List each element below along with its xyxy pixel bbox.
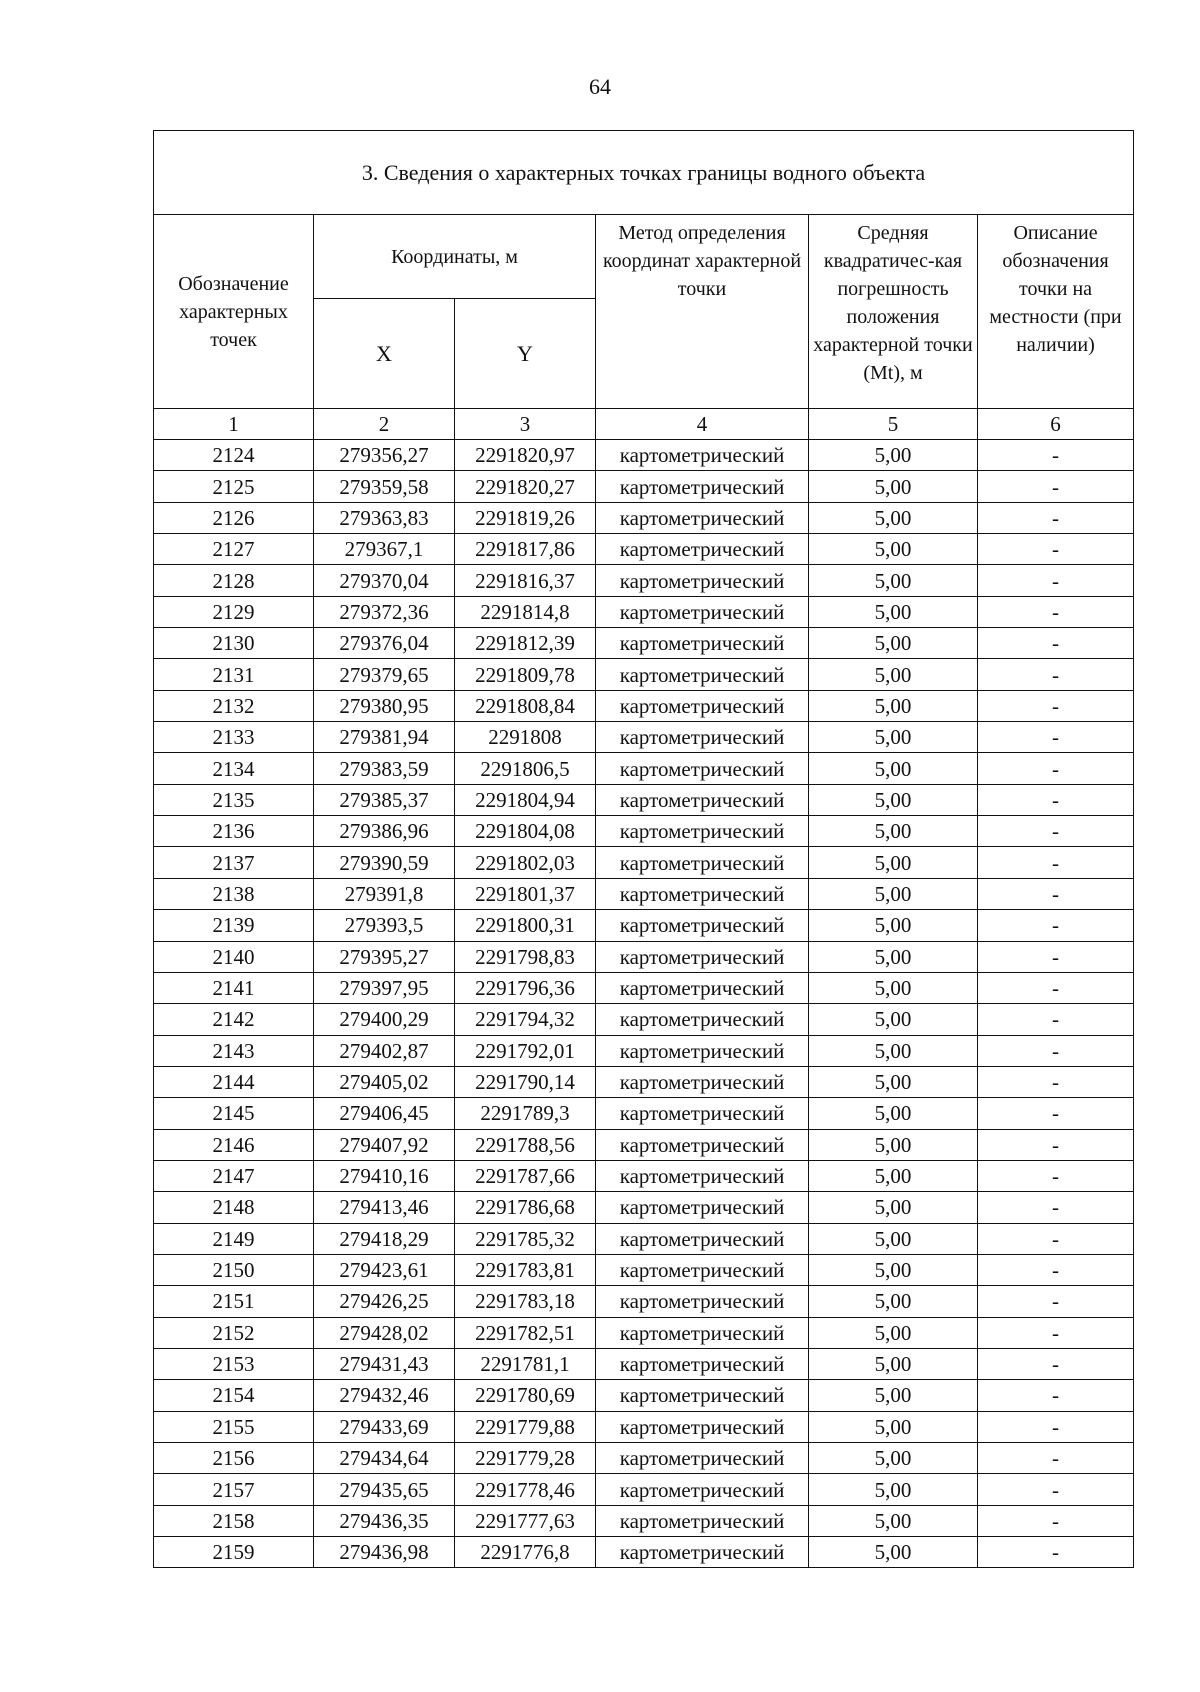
column-number-row — [154, 409, 1134, 440]
point-id-cell: 2140 — [154, 941, 314, 972]
description-cell: - — [978, 1004, 1134, 1035]
column-number: 2 — [314, 409, 455, 440]
y-coordinate-cell: 2291802,03 — [455, 847, 596, 878]
method-cell: картометрический — [596, 628, 809, 659]
method-cell: картометрический — [596, 502, 809, 533]
error-cell: 5,00 — [809, 753, 978, 784]
y-coordinate-cell: 2291779,28 — [455, 1443, 596, 1474]
y-coordinate-cell: 2291806,5 — [455, 753, 596, 784]
y-coordinate-cell: 2291780,69 — [455, 1380, 596, 1411]
description-cell: - — [978, 1411, 1134, 1442]
description-cell: - — [978, 471, 1134, 502]
point-id-cell: 2132 — [154, 690, 314, 721]
method-cell: картометрический — [596, 1160, 809, 1191]
column-number: 3 — [455, 409, 596, 440]
method-cell: картометрический — [596, 722, 809, 753]
point-id-cell: 2135 — [154, 784, 314, 815]
y-coordinate-cell: 2291820,97 — [455, 440, 596, 471]
y-coordinate-cell: 2291800,31 — [455, 910, 596, 941]
table-row — [154, 847, 1134, 878]
description-cell: - — [978, 1443, 1134, 1474]
method-cell: картометрический — [596, 1098, 809, 1129]
point-id-cell: 2126 — [154, 502, 314, 533]
method-cell: картометрический — [596, 1411, 809, 1442]
table-row — [154, 972, 1134, 1003]
point-id-cell: 2125 — [154, 471, 314, 502]
header-x: X — [314, 299, 455, 409]
point-id-cell: 2133 — [154, 722, 314, 753]
description-cell: - — [978, 941, 1134, 972]
description-cell: - — [978, 722, 1134, 753]
error-cell: 5,00 — [809, 910, 978, 941]
y-coordinate-cell: 2291812,39 — [455, 628, 596, 659]
method-cell: картометрический — [596, 1129, 809, 1160]
error-cell: 5,00 — [809, 596, 978, 627]
x-coordinate-cell: 279385,37 — [314, 784, 455, 815]
point-id-cell: 2127 — [154, 534, 314, 565]
method-cell: картометрический — [596, 659, 809, 690]
x-coordinate-cell: 279436,98 — [314, 1537, 455, 1568]
x-coordinate-cell: 279431,43 — [314, 1348, 455, 1379]
table-row — [154, 565, 1134, 596]
table-row — [154, 534, 1134, 565]
error-cell: 5,00 — [809, 1129, 978, 1160]
x-coordinate-cell: 279400,29 — [314, 1004, 455, 1035]
x-coordinate-cell: 279436,35 — [314, 1505, 455, 1536]
x-coordinate-cell: 279383,59 — [314, 753, 455, 784]
point-id-cell: 2152 — [154, 1317, 314, 1348]
method-cell: картометрический — [596, 1443, 809, 1474]
method-cell: картометрический — [596, 440, 809, 471]
error-cell: 5,00 — [809, 690, 978, 721]
table-row — [154, 471, 1134, 502]
point-id-cell: 2147 — [154, 1160, 314, 1191]
x-coordinate-cell: 279391,8 — [314, 878, 455, 909]
y-coordinate-cell: 2291789,3 — [455, 1098, 596, 1129]
error-cell: 5,00 — [809, 1505, 978, 1536]
table-row — [154, 1537, 1134, 1568]
table-row — [154, 816, 1134, 847]
method-cell: картометрический — [596, 1254, 809, 1285]
table-row — [154, 659, 1134, 690]
error-cell: 5,00 — [809, 1474, 978, 1505]
method-cell: картометрический — [596, 1537, 809, 1568]
error-cell: 5,00 — [809, 1411, 978, 1442]
description-cell: - — [978, 1192, 1134, 1223]
y-coordinate-cell: 2291794,32 — [455, 1004, 596, 1035]
error-cell: 5,00 — [809, 1160, 978, 1191]
error-cell: 5,00 — [809, 1066, 978, 1097]
y-coordinate-cell: 2291801,37 — [455, 878, 596, 909]
point-id-cell: 2124 — [154, 440, 314, 471]
x-coordinate-cell: 279435,65 — [314, 1474, 455, 1505]
method-cell: картометрический — [596, 1066, 809, 1097]
point-id-cell: 2134 — [154, 753, 314, 784]
method-cell: картометрический — [596, 1286, 809, 1317]
table-row — [154, 1411, 1134, 1442]
point-id-cell: 2136 — [154, 816, 314, 847]
point-id-cell: 2150 — [154, 1254, 314, 1285]
error-cell: 5,00 — [809, 972, 978, 1003]
point-id-cell: 2139 — [154, 910, 314, 941]
y-coordinate-cell: 2291792,01 — [455, 1035, 596, 1066]
point-id-cell: 2157 — [154, 1474, 314, 1505]
error-cell: 5,00 — [809, 1035, 978, 1066]
method-cell: картометрический — [596, 1380, 809, 1411]
x-coordinate-cell: 279407,92 — [314, 1129, 455, 1160]
error-cell: 5,00 — [809, 878, 978, 909]
table-row — [154, 1348, 1134, 1379]
description-cell: - — [978, 690, 1134, 721]
header-coordinates: Координаты, м — [314, 215, 596, 299]
point-id-cell: 2158 — [154, 1505, 314, 1536]
description-cell: - — [978, 878, 1134, 909]
method-cell: картометрический — [596, 565, 809, 596]
table-row — [154, 596, 1134, 627]
table-row — [154, 878, 1134, 909]
point-id-cell: 2128 — [154, 565, 314, 596]
description-cell: - — [978, 1505, 1134, 1536]
description-cell: - — [978, 784, 1134, 815]
description-cell: - — [978, 596, 1134, 627]
error-cell: 5,00 — [809, 941, 978, 972]
error-cell: 5,00 — [809, 565, 978, 596]
point-id-cell: 2130 — [154, 628, 314, 659]
point-id-cell: 2137 — [154, 847, 314, 878]
x-coordinate-cell: 279428,02 — [314, 1317, 455, 1348]
y-coordinate-cell: 2291786,68 — [455, 1192, 596, 1223]
error-cell: 5,00 — [809, 440, 978, 471]
error-cell: 5,00 — [809, 1443, 978, 1474]
boundary-points-table — [153, 130, 1134, 1568]
error-cell: 5,00 — [809, 502, 978, 533]
x-coordinate-cell: 279433,69 — [314, 1411, 455, 1442]
description-cell: - — [978, 910, 1134, 941]
error-cell: 5,00 — [809, 534, 978, 565]
y-coordinate-cell: 2291777,63 — [455, 1505, 596, 1536]
header-description: Описание обозначения точки на местности (при наличии) — [978, 215, 1134, 409]
table-row — [154, 910, 1134, 941]
table-row — [154, 1192, 1134, 1223]
error-cell: 5,00 — [809, 847, 978, 878]
description-cell: - — [978, 753, 1134, 784]
x-coordinate-cell: 279359,58 — [314, 471, 455, 502]
point-id-cell: 2159 — [154, 1537, 314, 1568]
header-error: Средняя квадратичес-кая погрешность положения характерной точки (Mt), м — [809, 215, 978, 409]
boundary-points-table-container — [153, 130, 1133, 1568]
table-row — [154, 502, 1134, 533]
table-row — [154, 1380, 1134, 1411]
description-cell: - — [978, 628, 1134, 659]
method-cell: картометрический — [596, 1317, 809, 1348]
table-row — [154, 1505, 1134, 1536]
error-cell: 5,00 — [809, 1098, 978, 1129]
method-cell: картометрический — [596, 1505, 809, 1536]
x-coordinate-cell: 279393,5 — [314, 910, 455, 941]
error-cell: 5,00 — [809, 1380, 978, 1411]
y-coordinate-cell: 2291808 — [455, 722, 596, 753]
method-cell: картометрический — [596, 534, 809, 565]
table-row — [154, 1474, 1134, 1505]
table-row — [154, 941, 1134, 972]
y-coordinate-cell: 2291779,88 — [455, 1411, 596, 1442]
method-cell: картометрический — [596, 784, 809, 815]
y-coordinate-cell: 2291809,78 — [455, 659, 596, 690]
x-coordinate-cell: 279434,64 — [314, 1443, 455, 1474]
point-id-cell: 2156 — [154, 1443, 314, 1474]
y-coordinate-cell: 2291783,81 — [455, 1254, 596, 1285]
point-id-cell: 2141 — [154, 972, 314, 1003]
x-coordinate-cell: 279363,83 — [314, 502, 455, 533]
y-coordinate-cell: 2291787,66 — [455, 1160, 596, 1191]
method-cell: картометрический — [596, 878, 809, 909]
y-coordinate-cell: 2291783,18 — [455, 1286, 596, 1317]
y-coordinate-cell: 2291814,8 — [455, 596, 596, 627]
x-coordinate-cell: 279370,04 — [314, 565, 455, 596]
point-id-cell: 2146 — [154, 1129, 314, 1160]
description-cell: - — [978, 1537, 1134, 1568]
y-coordinate-cell: 2291804,94 — [455, 784, 596, 815]
x-coordinate-cell: 279406,45 — [314, 1098, 455, 1129]
column-number: 6 — [978, 409, 1134, 440]
error-cell: 5,00 — [809, 784, 978, 815]
x-coordinate-cell: 279367,1 — [314, 534, 455, 565]
header-designation: Обозначение характерных точек — [154, 215, 314, 409]
x-coordinate-cell: 279426,25 — [314, 1286, 455, 1317]
error-cell: 5,00 — [809, 628, 978, 659]
method-cell: картометрический — [596, 941, 809, 972]
method-cell: картометрический — [596, 847, 809, 878]
method-cell: картометрический — [596, 1004, 809, 1035]
description-cell: - — [978, 1129, 1134, 1160]
y-coordinate-cell: 2291776,8 — [455, 1537, 596, 1568]
table-row — [154, 753, 1134, 784]
method-cell: картометрический — [596, 1348, 809, 1379]
error-cell: 5,00 — [809, 1537, 978, 1568]
point-id-cell: 2131 — [154, 659, 314, 690]
point-id-cell: 2145 — [154, 1098, 314, 1129]
method-cell: картометрический — [596, 471, 809, 502]
y-coordinate-cell: 2291778,46 — [455, 1474, 596, 1505]
description-cell: - — [978, 1066, 1134, 1097]
description-cell: - — [978, 1286, 1134, 1317]
y-coordinate-cell: 2291819,26 — [455, 502, 596, 533]
table-row — [154, 1066, 1134, 1097]
error-cell: 5,00 — [809, 1192, 978, 1223]
description-cell: - — [978, 1474, 1134, 1505]
page-number: 64 — [589, 74, 611, 99]
x-coordinate-cell: 279356,27 — [314, 440, 455, 471]
description-cell: - — [978, 440, 1134, 471]
x-coordinate-cell: 279397,95 — [314, 972, 455, 1003]
description-cell: - — [978, 1035, 1134, 1066]
point-id-cell: 2148 — [154, 1192, 314, 1223]
error-cell: 5,00 — [809, 1254, 978, 1285]
x-coordinate-cell: 279410,16 — [314, 1160, 455, 1191]
column-number: 1 — [154, 409, 314, 440]
x-coordinate-cell: 279376,04 — [314, 628, 455, 659]
point-id-cell: 2129 — [154, 596, 314, 627]
y-coordinate-cell: 2291804,08 — [455, 816, 596, 847]
point-id-cell: 2144 — [154, 1066, 314, 1097]
table-row — [154, 1129, 1134, 1160]
x-coordinate-cell: 279390,59 — [314, 847, 455, 878]
point-id-cell: 2149 — [154, 1223, 314, 1254]
error-cell: 5,00 — [809, 659, 978, 690]
table-row — [154, 784, 1134, 815]
x-coordinate-cell: 279432,46 — [314, 1380, 455, 1411]
y-coordinate-cell: 2291820,27 — [455, 471, 596, 502]
x-coordinate-cell: 279418,29 — [314, 1223, 455, 1254]
description-cell: - — [978, 502, 1134, 533]
description-cell: - — [978, 847, 1134, 878]
table-row — [154, 1098, 1134, 1129]
table-body — [154, 440, 1134, 1568]
column-number: 5 — [809, 409, 978, 440]
description-cell: - — [978, 1098, 1134, 1129]
y-coordinate-cell: 2291788,56 — [455, 1129, 596, 1160]
column-number: 4 — [596, 409, 809, 440]
table-row — [154, 690, 1134, 721]
method-cell: картометрический — [596, 1474, 809, 1505]
method-cell: картометрический — [596, 972, 809, 1003]
header-y: Y — [455, 299, 596, 409]
description-cell: - — [978, 1348, 1134, 1379]
method-cell: картометрический — [596, 1192, 809, 1223]
description-cell: - — [978, 1254, 1134, 1285]
x-coordinate-cell: 279386,96 — [314, 816, 455, 847]
table-row — [154, 1317, 1134, 1348]
method-cell: картометрический — [596, 596, 809, 627]
x-coordinate-cell: 279380,95 — [314, 690, 455, 721]
error-cell: 5,00 — [809, 1317, 978, 1348]
description-cell: - — [978, 816, 1134, 847]
description-cell: - — [978, 659, 1134, 690]
point-id-cell: 2142 — [154, 1004, 314, 1035]
x-coordinate-cell: 279405,02 — [314, 1066, 455, 1097]
y-coordinate-cell: 2291817,86 — [455, 534, 596, 565]
table-row — [154, 1035, 1134, 1066]
header-method: Метод определения координат характерной точки — [596, 215, 809, 409]
error-cell: 5,00 — [809, 1348, 978, 1379]
error-cell: 5,00 — [809, 1286, 978, 1317]
table-row — [154, 1160, 1134, 1191]
table-row — [154, 1254, 1134, 1285]
y-coordinate-cell: 2291781,1 — [455, 1348, 596, 1379]
table-row — [154, 1286, 1134, 1317]
error-cell: 5,00 — [809, 1223, 978, 1254]
table-row — [154, 722, 1134, 753]
y-coordinate-cell: 2291790,14 — [455, 1066, 596, 1097]
x-coordinate-cell: 279423,61 — [314, 1254, 455, 1285]
description-cell: - — [978, 972, 1134, 1003]
y-coordinate-cell: 2291782,51 — [455, 1317, 596, 1348]
description-cell: - — [978, 1380, 1134, 1411]
table-row — [154, 1443, 1134, 1474]
x-coordinate-cell: 279372,36 — [314, 596, 455, 627]
y-coordinate-cell: 2291808,84 — [455, 690, 596, 721]
x-coordinate-cell: 279395,27 — [314, 941, 455, 972]
y-coordinate-cell: 2291785,32 — [455, 1223, 596, 1254]
point-id-cell: 2138 — [154, 878, 314, 909]
method-cell: картометрический — [596, 816, 809, 847]
table-row — [154, 628, 1134, 659]
description-cell: - — [978, 565, 1134, 596]
x-coordinate-cell: 279402,87 — [314, 1035, 455, 1066]
method-cell: картометрический — [596, 690, 809, 721]
table-row — [154, 1004, 1134, 1035]
table-row — [154, 440, 1134, 471]
point-id-cell: 2143 — [154, 1035, 314, 1066]
method-cell: картометрический — [596, 1223, 809, 1254]
table-title: 3. Сведения о характерных точках границы водного объекта — [154, 131, 1134, 215]
error-cell: 5,00 — [809, 471, 978, 502]
y-coordinate-cell: 2291816,37 — [455, 565, 596, 596]
description-cell: - — [978, 534, 1134, 565]
point-id-cell: 2153 — [154, 1348, 314, 1379]
error-cell: 5,00 — [809, 1004, 978, 1035]
description-cell: - — [978, 1317, 1134, 1348]
y-coordinate-cell: 2291798,83 — [455, 941, 596, 972]
point-id-cell: 2155 — [154, 1411, 314, 1442]
description-cell: - — [978, 1160, 1134, 1191]
y-coordinate-cell: 2291796,36 — [455, 972, 596, 1003]
x-coordinate-cell: 279381,94 — [314, 722, 455, 753]
error-cell: 5,00 — [809, 816, 978, 847]
point-id-cell: 2154 — [154, 1380, 314, 1411]
method-cell: картометрический — [596, 910, 809, 941]
description-cell: - — [978, 1223, 1134, 1254]
x-coordinate-cell: 279379,65 — [314, 659, 455, 690]
point-id-cell: 2151 — [154, 1286, 314, 1317]
error-cell: 5,00 — [809, 722, 978, 753]
method-cell: картометрический — [596, 1035, 809, 1066]
x-coordinate-cell: 279413,46 — [314, 1192, 455, 1223]
table-row — [154, 1223, 1134, 1254]
method-cell: картометрический — [596, 753, 809, 784]
